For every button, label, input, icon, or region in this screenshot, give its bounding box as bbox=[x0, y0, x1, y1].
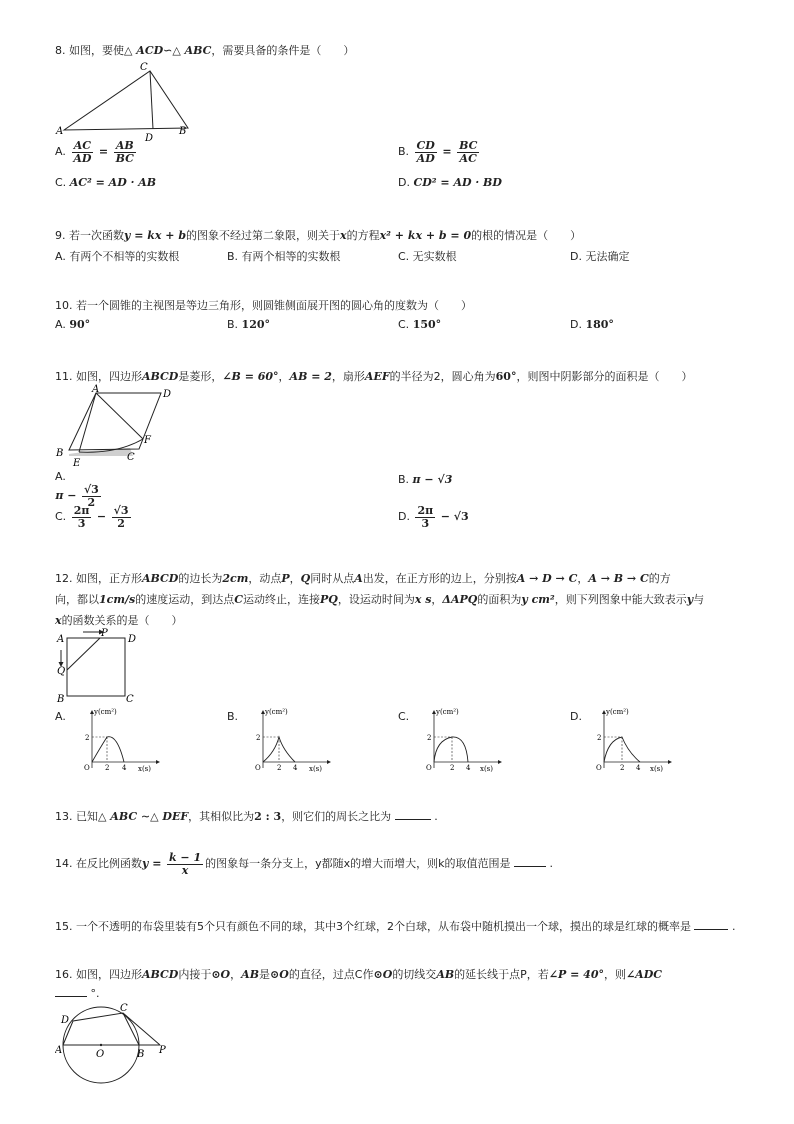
question-8-option-a[interactable]: A. $\frac{AC}{AD}$ = $\frac{AB}{BC}$ bbox=[55, 139, 134, 165]
svg-text:O: O bbox=[426, 764, 432, 772]
question-12-stem-line-1: 12. 如图，正方形ABCD的边长为2cm，动点P，Q同时从点A出发，在正方形的边上，分别按A → D → C，A → B → C的方 bbox=[55, 572, 671, 585]
question-12-graph-d[interactable] bbox=[584, 706, 674, 772]
question-9-stem: 9. 若一次函数y = kx + b的图象不经过第二象限，则关于x的方程x² + kx + b = 0的根的情况是（ ） bbox=[55, 229, 582, 242]
svg-text:O: O bbox=[84, 764, 90, 772]
vertex-label-f: F bbox=[144, 435, 151, 446]
question-11-option-b[interactable]: B. π − √3 bbox=[398, 473, 453, 486]
question-8-stem: 8. 如图，要使△ ACD∽△ ABC，需要具备的条件是（ ） bbox=[55, 44, 355, 57]
question-11-option-a[interactable]: A. π − $\frac{√3}{2}$ bbox=[55, 470, 99, 509]
question-12-stem-line-3: x的函数关系的是（ ） bbox=[55, 614, 183, 627]
question-11-rhombus-figure bbox=[55, 384, 185, 470]
svg-text:y(cm²): y(cm²) bbox=[94, 708, 117, 716]
svg-text:O: O bbox=[255, 764, 261, 772]
point-label-b: B bbox=[137, 1049, 145, 1060]
svg-text:2: 2 bbox=[450, 764, 455, 772]
vertex-label-c: C bbox=[126, 694, 134, 704]
vertex-label-b: B bbox=[179, 126, 187, 137]
vertex-label-a: A bbox=[56, 126, 64, 137]
svg-text:4: 4 bbox=[293, 764, 298, 772]
vertex-label-e: E bbox=[73, 458, 81, 469]
question-11-stem: 11. 如图，四边形ABCD是菱形，∠B = 60°，AB = 2，扇形AEF的半径为2，圆心角为60°，则图中阴影部分的面积是（ ） bbox=[55, 370, 693, 383]
point-label-p: P bbox=[101, 628, 108, 639]
svg-text:2: 2 bbox=[427, 734, 432, 742]
point-label-q: Q bbox=[57, 666, 66, 677]
question-11-option-c[interactable]: C. $\frac{2\pi}{3}$ − $\frac{√3}{2}$ bbox=[55, 504, 129, 530]
answer-blank[interactable] bbox=[55, 986, 87, 997]
vertex-label-a: A bbox=[92, 384, 100, 395]
question-12-square-figure bbox=[55, 628, 145, 704]
vertex-label-c: C bbox=[127, 452, 135, 463]
answer-blank[interactable] bbox=[514, 856, 546, 867]
svg-text:4: 4 bbox=[466, 764, 471, 772]
svg-text:2: 2 bbox=[277, 764, 282, 772]
question-16-circle-figure bbox=[55, 1000, 175, 1088]
question-8-option-d[interactable]: D. CD² = AD · BD bbox=[398, 176, 502, 189]
svg-text:y(cm²): y(cm²) bbox=[436, 708, 459, 716]
question-11-option-d[interactable]: D. $\frac{2\pi}{3}$ − √3 bbox=[398, 504, 469, 530]
vertex-label-c: C bbox=[140, 62, 148, 73]
svg-text:x(s): x(s) bbox=[480, 765, 494, 772]
question-10-option-a[interactable]: A. 90° bbox=[55, 318, 91, 331]
question-16-stem-line-2: °. bbox=[55, 986, 100, 1000]
point-label-p: P bbox=[159, 1045, 166, 1056]
svg-text:y(cm²): y(cm²) bbox=[265, 708, 288, 716]
svg-text:2: 2 bbox=[597, 734, 602, 742]
center-label-o: O bbox=[96, 1049, 105, 1060]
svg-text:O: O bbox=[596, 764, 602, 772]
question-12-graph-b[interactable] bbox=[243, 706, 333, 772]
question-12-graph-a[interactable] bbox=[72, 706, 162, 772]
question-15-stem: 15. 一个不透明的布袋里装有5个只有颜色不同的球，其中3个红球，2个白球，从布袋中随机摸出一个球，摸出的球是红球的概率是 . bbox=[55, 920, 736, 933]
svg-text:x(s): x(s) bbox=[650, 765, 664, 772]
question-8-option-b[interactable]: B. $\frac{CD}{AD}$ = $\frac{BC}{AC}$ bbox=[398, 139, 478, 165]
question-9-option-b[interactable]: B. 有两个相等的实数根 bbox=[227, 250, 341, 263]
svg-text:x(s): x(s) bbox=[309, 765, 323, 772]
question-13-stem: 13. 已知△ ABC ∼△ DEF，其相似比为2 : 3，则它们的周长之比为 . bbox=[55, 810, 438, 823]
question-12-option-c-label[interactable]: C. bbox=[398, 710, 410, 723]
question-12-stem-line-2: 向，都以1cm/s的速度运动，到达点C运动终止，连接PQ，设运动时间为x s，ΔAPQ的面积为y cm²，则下列图象中能大致表示y与 bbox=[55, 593, 705, 606]
answer-blank[interactable] bbox=[694, 919, 728, 930]
svg-text:4: 4 bbox=[636, 764, 641, 772]
vertex-label-d: D bbox=[163, 389, 172, 400]
question-14-stem: 14. 在反比例函数y = $\frac{k - 1}{x}$ 的图象每一条分支上，y都随x的增大而增大，则k的取值范围是 . bbox=[55, 851, 553, 877]
question-10-option-b[interactable]: B. 120° bbox=[227, 318, 271, 331]
question-8-triangle-figure bbox=[55, 62, 195, 144]
svg-text:4: 4 bbox=[122, 764, 127, 772]
point-label-c: C bbox=[120, 1003, 128, 1014]
question-12-option-b-label[interactable]: B. bbox=[227, 710, 239, 723]
question-10-stem: 10. 若一个圆锥的主视图是等边三角形，则圆锥侧面展开图的圆心角的度数为（ ） bbox=[55, 299, 472, 312]
vertex-label-b: B bbox=[57, 694, 65, 704]
question-10-option-c[interactable]: C. 150° bbox=[398, 318, 442, 331]
question-10-option-d[interactable]: D. 180° bbox=[570, 318, 614, 331]
question-12-graph-c[interactable] bbox=[414, 706, 504, 772]
svg-text:2: 2 bbox=[105, 764, 110, 772]
svg-text:2: 2 bbox=[620, 764, 625, 772]
question-12-option-a-label[interactable]: A. bbox=[55, 710, 66, 723]
vertex-label-d: D bbox=[128, 634, 137, 645]
point-label-d: D bbox=[61, 1015, 70, 1026]
svg-text:x(s): x(s) bbox=[138, 765, 152, 772]
svg-text:2: 2 bbox=[85, 734, 90, 742]
question-9-option-a[interactable]: A. 有两个不相等的实数根 bbox=[55, 250, 180, 263]
point-label-a: A bbox=[55, 1045, 63, 1056]
question-12-option-d-label[interactable]: D. bbox=[570, 710, 582, 723]
question-16-stem-line-1: 16. 如图，四边形ABCD内接于⊙O，AB是⊙O的直径，过点C作⊙O的切线交AB的延长线于点P，若∠P = 40°，则∠ADC bbox=[55, 968, 663, 981]
vertex-label-b: B bbox=[56, 448, 64, 459]
vertex-label-a: A bbox=[57, 634, 65, 645]
svg-text:2: 2 bbox=[256, 734, 261, 742]
question-9-option-c[interactable]: C. 无实数根 bbox=[398, 250, 457, 263]
svg-text:y(cm²): y(cm²) bbox=[606, 708, 629, 716]
answer-blank[interactable] bbox=[395, 809, 431, 820]
question-9-option-d[interactable]: D. 无法确定 bbox=[570, 250, 630, 263]
vertex-label-d: D bbox=[145, 133, 154, 144]
question-8-option-c[interactable]: C. AC² = AD · AB bbox=[55, 176, 157, 189]
